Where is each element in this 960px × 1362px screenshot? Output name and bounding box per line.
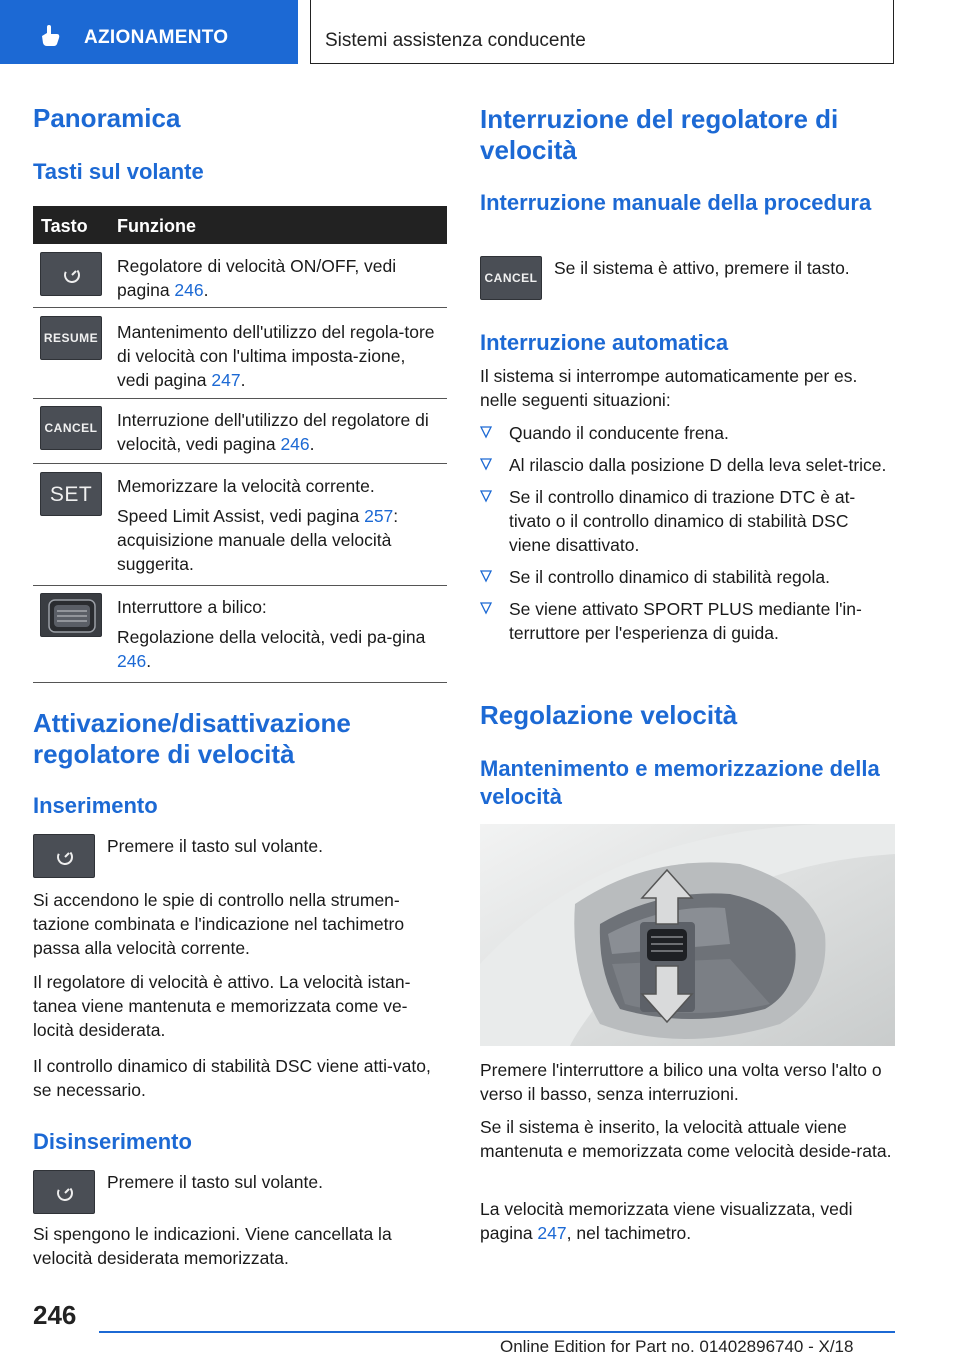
- bullet-triangle-icon: [480, 568, 492, 584]
- set-key-label: SET: [49, 483, 93, 506]
- row-text: Interruttore a bilico:: [117, 597, 267, 617]
- keep-paragraph-3: [480, 1197, 895, 1245]
- list-item: [480, 421, 895, 445]
- cruise-key-off: [33, 1170, 95, 1214]
- heading-interrupt: Interruzione del regolatore di velocità: [480, 104, 839, 165]
- row-end: .: [203, 280, 209, 300]
- chapter-title: Sistemi assistenza conducente: [325, 30, 586, 51]
- bullet-triangle-icon: [480, 424, 492, 440]
- resume-key-label: RESUME: [43, 331, 99, 345]
- col-key: Tasto: [41, 216, 88, 236]
- paragraph-text-end: , nel tachimetro.: [566, 1223, 692, 1243]
- row-text-2: Speed Limit Assist, vedi pagina: [117, 506, 365, 526]
- on-paragraph-1: Si accendono le spie di controllo nella strumen-tazione combinata e l'indicazione nel tachimetro passa alla velocità corrente.: [33, 890, 405, 958]
- row-text: Mantenimento dell'utilizzo del regola-tore di velocità con l'ultima imposta-zione, vedi pagina: [117, 322, 435, 390]
- auto-text: Il sistema si interrompe automaticamente per es. nelle seguenti situazioni:: [480, 366, 858, 410]
- table-row: [117, 320, 442, 398]
- page-link[interactable]: 257: [364, 506, 394, 526]
- page-number: 246: [33, 1300, 77, 1330]
- on-paragraph-2: Il regolatore di velocità è attivo. La velocità istan-tanea viene mantenuta e memorizzata come ve-locità desiderata.: [33, 972, 411, 1040]
- table-row: [117, 474, 442, 582]
- off-press-text: Premere il tasto sul volante.: [107, 1172, 323, 1192]
- keep-paragraph-1: Premere l'interruttore a bilico una volta verso l'alto o verso il basso, senza interruzioni.: [480, 1060, 882, 1104]
- list-item: [480, 453, 895, 477]
- bullet-text: Al rilascio dalla posizione D della leva selet-trice.: [509, 455, 887, 475]
- row-divider: [33, 398, 447, 399]
- bullet-triangle-icon: [480, 600, 492, 616]
- heading-manual: Interruzione manuale della procedura: [480, 190, 872, 215]
- chapter-header: [310, 0, 894, 64]
- auto-list: [480, 421, 895, 653]
- cancel-key-right: [480, 256, 542, 300]
- bullet-triangle-icon: [480, 456, 492, 472]
- section-label: AZIONAMENTO: [84, 27, 229, 48]
- bullet-triangle-icon: [480, 488, 492, 504]
- heading-overview: Panoramica: [33, 103, 181, 133]
- row-text: Memorizzare la velocità corrente.: [117, 476, 375, 496]
- page-link[interactable]: 246: [280, 434, 310, 454]
- row-end: : acquisizione manuale della velocità suggerita.: [117, 506, 399, 574]
- cruise-key-on: [33, 834, 95, 878]
- heading-off: Disinserimento: [33, 1129, 192, 1154]
- row-divider: [33, 585, 447, 586]
- row-text-2: Regolazione della velocità, vedi pa-gina: [117, 627, 426, 647]
- bullet-text: Quando il conducente frena.: [509, 423, 729, 443]
- row-end: .: [240, 370, 246, 390]
- list-item: [480, 485, 895, 557]
- footer-edition: Online Edition for Part no. 01402896740 - X/18: [500, 1337, 854, 1356]
- cancel-key-label: CANCEL: [484, 271, 538, 285]
- heading-buttons: Tasti sul volante: [33, 159, 204, 184]
- table-row: [117, 595, 442, 679]
- footer-divider: [99, 1331, 895, 1333]
- resume-key: [40, 316, 102, 360]
- list-item: [480, 565, 895, 589]
- rocker-switch-icon: [41, 594, 103, 638]
- bullet-text: Se viene attivato SPORT PLUS mediante l'in-terruttore per l'esperienza di guida.: [509, 599, 862, 643]
- section-tab: [0, 0, 298, 64]
- row-divider: [33, 463, 447, 464]
- heading-keep: Mantenimento e memorizzazione della velocità: [480, 756, 880, 809]
- row-divider: [33, 307, 447, 308]
- list-item: [480, 597, 895, 645]
- row-end: .: [309, 434, 315, 454]
- manual-text: Se il sistema è attivo, premere il tasto.: [554, 258, 850, 278]
- page-link[interactable]: 246: [117, 651, 147, 671]
- cruise-control-icon: [34, 1171, 96, 1215]
- table-header: [33, 206, 447, 244]
- set-key: [40, 472, 102, 516]
- row-text: Interruzione dell'utilizzo del regolatore di velocità, vedi pagina: [117, 410, 429, 454]
- paragraph-text: La velocità memorizzata viene visualizzata, vedi pagina: [480, 1199, 853, 1243]
- steering-wheel-rocker-illustration: [480, 824, 895, 1046]
- off-paragraph-1: Si spengono le indicazioni. Viene cancellata la velocità desiderata memorizzata.: [33, 1224, 392, 1268]
- page-link[interactable]: 247: [537, 1223, 567, 1243]
- heading-speed: Regolazione velocità: [480, 700, 738, 730]
- cruise-key: [40, 252, 102, 296]
- row-end: .: [146, 651, 152, 671]
- rocker-key: [40, 593, 102, 637]
- row-divider: [33, 682, 447, 683]
- bullet-text: Se il controllo dinamico di stabilità regola.: [509, 567, 830, 587]
- heading-on: Inserimento: [33, 793, 158, 818]
- col-function: Funzione: [117, 216, 196, 236]
- bullet-text: Se il controllo dinamico di trazione DTC è at-tivato o il controllo dinamico di stabilità DSC viene disattivato.: [509, 487, 856, 555]
- steering-wheel-photo: [480, 824, 895, 1046]
- cancel-key: [40, 406, 102, 450]
- heading-auto: Interruzione automatica: [480, 330, 729, 355]
- cruise-control-icon: [34, 835, 96, 879]
- cruise-control-icon: [41, 253, 103, 297]
- on-press-text: Premere il tasto sul volante.: [107, 836, 323, 856]
- page-link[interactable]: 247: [211, 370, 241, 390]
- row-text: Regolatore di velocità ON/OFF, vedi pagina: [117, 256, 397, 300]
- page-link[interactable]: 246: [174, 280, 204, 300]
- table-row: [117, 408, 442, 462]
- table-row: [117, 254, 442, 308]
- cancel-key-label: CANCEL: [44, 421, 98, 435]
- steering-hand-icon: [38, 24, 62, 48]
- heading-activation: Attivazione/disattivazione regolatore di velocità: [33, 708, 351, 769]
- keep-paragraph-2: Se il sistema è inserito, la velocità attuale viene mantenuta e memorizzata come velocità deside-rata.: [480, 1117, 892, 1161]
- on-paragraph-3: Il controllo dinamico di stabilità DSC viene atti-vato, se necessario.: [33, 1056, 431, 1100]
